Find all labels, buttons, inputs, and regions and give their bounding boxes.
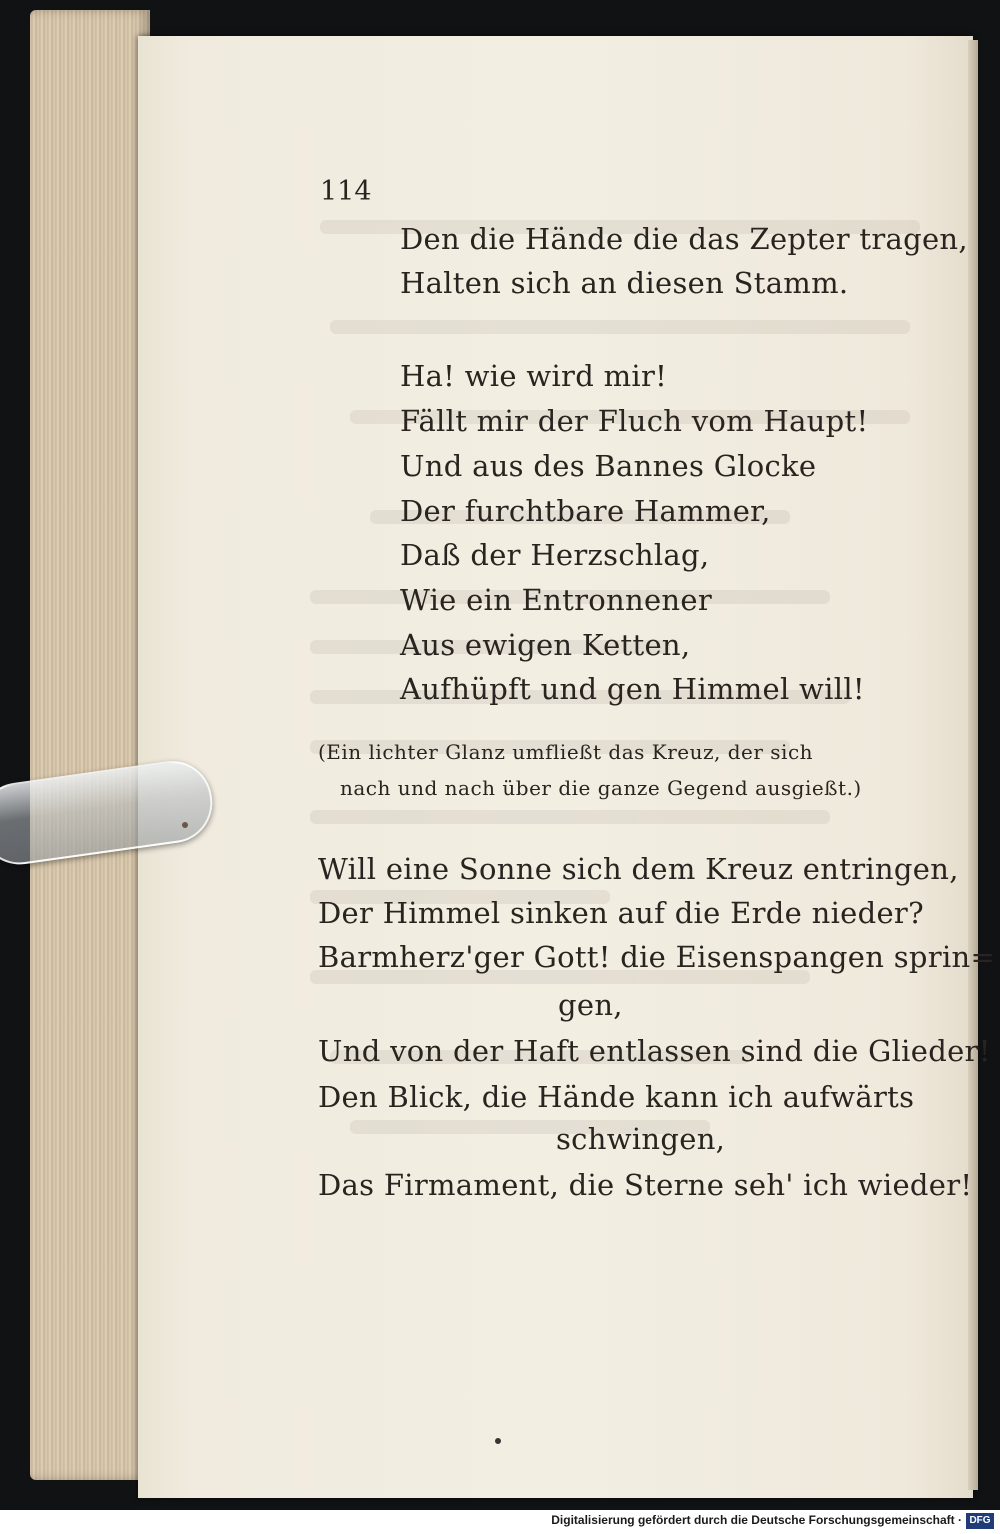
- verse-line: Den Blick, die Hände kann ich aufwärts: [318, 1080, 915, 1114]
- stage-direction-line: nach und nach über die ganze Gegend ausgießt.): [340, 776, 862, 800]
- verse-line: Und aus des Bannes Glocke: [400, 449, 817, 483]
- stage-direction-line: (Ein lichter Glanz umfließt das Kreuz, der sich: [318, 740, 814, 764]
- dfg-logo-icon: DFG: [966, 1513, 994, 1529]
- verse-line: Der furchtbare Hammer,: [400, 494, 771, 528]
- page-gutter-edge: [968, 40, 978, 1490]
- verse-line: gen,: [558, 988, 623, 1022]
- verse-line: schwingen,: [556, 1122, 726, 1156]
- glass-holder-mark: [182, 822, 188, 828]
- verse-line: Der Himmel sinken auf die Erde nieder?: [318, 896, 924, 930]
- verse-line: Barmherz'ger Gott! die Eisenspangen sprin=: [318, 940, 996, 974]
- verse-line: Und von der Haft entlassen sind die Glieder!: [318, 1034, 991, 1068]
- verse-line: Aufhüpft und gen Himmel will!: [400, 672, 865, 706]
- verse-line: Halten sich an diesen Stamm.: [400, 266, 849, 300]
- page-number: 114: [320, 176, 372, 207]
- verse-line: Den die Hände die das Zepter tragen,: [400, 222, 968, 256]
- verse-line: Aus ewigen Ketten,: [400, 628, 691, 662]
- verse-line: Daß der Herzschlag,: [400, 538, 710, 572]
- footer-credit: Digitalisierung gefördert durch die Deutsche Forschungsgemeinschaft ·: [551, 1513, 962, 1527]
- verse-line: Fällt mir der Fluch vom Haupt!: [400, 404, 869, 438]
- verse-line: Will eine Sonne sich dem Kreuz entringen,: [318, 852, 959, 886]
- verse-line: Wie ein Entronnener: [400, 583, 713, 617]
- verse-line: Ha! wie wird mir!: [400, 359, 668, 393]
- verse-line: Das Firmament, die Sterne seh' ich wieder!: [318, 1168, 973, 1202]
- ink-speck: [495, 1438, 501, 1444]
- book-page-edges: [30, 10, 150, 1480]
